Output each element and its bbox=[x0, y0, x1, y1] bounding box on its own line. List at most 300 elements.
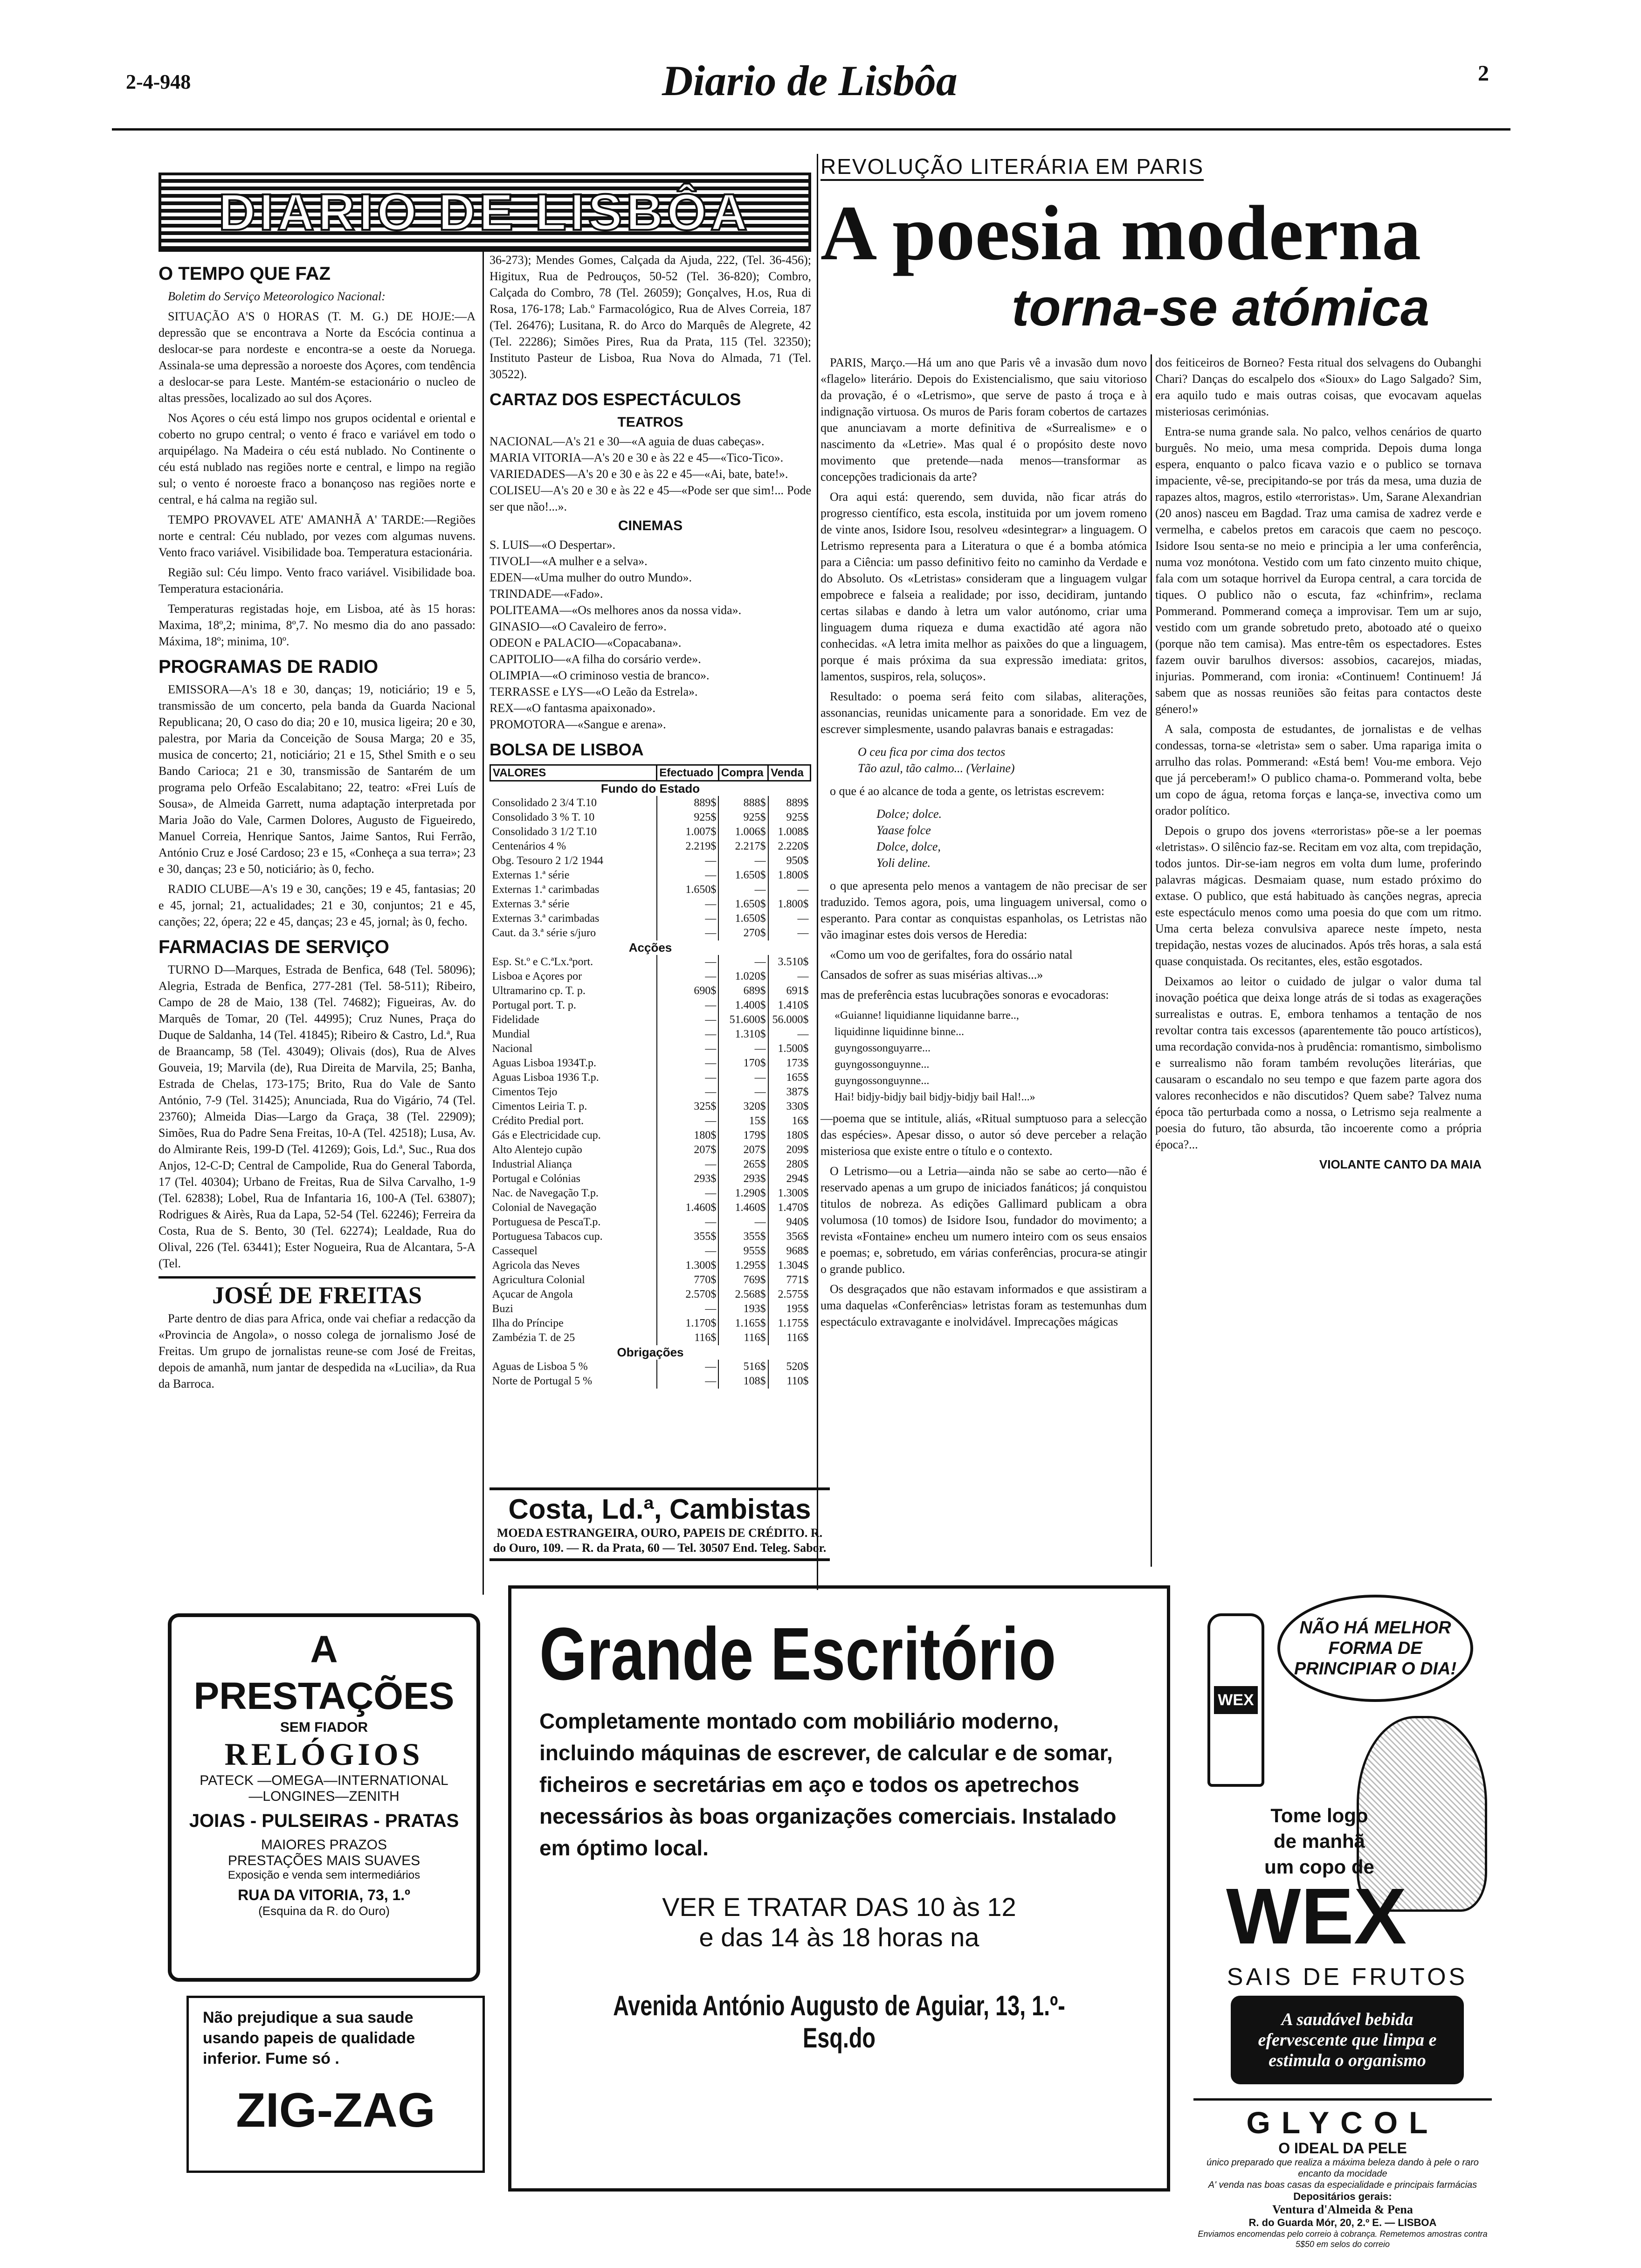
article-paragraph: «Como um voo de gerifaltes, fora do ossário natal bbox=[830, 948, 1073, 961]
bolsa-row bbox=[490, 1099, 811, 1114]
bolsa-row bbox=[490, 912, 811, 926]
bolsa-price: — bbox=[768, 1027, 811, 1042]
bolsa-row bbox=[490, 1331, 811, 1345]
bolsa-row bbox=[490, 1273, 811, 1287]
bolsa-price: 180$ bbox=[657, 1128, 719, 1143]
article-paragraph: Entra-se numa grande sala. No palco, velhos cenários de quarto burguês. No meio, uma mesa comprida. Depois duma longa espera, enquanto o palco ficava vazio e o publico se tornava impaciente, vê-se, precipitando-se por trás da mesa, uma duzia de rapazes altos, magros, estilo «terroristas». Um, Sarane Alexandrian (20 anos) nasceu em Bagdad. Traz uma camisa de xadrez verde e vermelha, e cabelos pretos em caracois que caem no pescoço. Isidore Isou senta-se no meio e principia a ler uma conferência, numa voz monótona. Vestido com um fato cinzento muito chique, fala com um sotaque horrivel da Europa central, a cara torcida de tiques. O publico não o escuta, faz «chinfrim», reclama Pommerand. Pommerand começa a improvisar. Tem um ar sujo, vestido com um grande sobretudo preto, abotoado até o queixo (porque não tem camisa). Mas entre-têm os espectadores. Estes fazem ouvir barulhos diversos: assobios, cacarejos, miadas, injurias. Pommerand, com ironia: «Continuem! Continuem! Já sabem que as nossas reuniões são feitas para contactos deste género!» bbox=[1155, 425, 1482, 716]
bolsa-price: — bbox=[718, 883, 768, 897]
bolsa-row bbox=[490, 1374, 811, 1389]
tempo-source: Boletim do Serviço Meteorologico Nacional: bbox=[168, 290, 386, 303]
cinema-item: S. LUIS—«O Despertar». bbox=[490, 538, 616, 552]
cinema-item: OLIMPIA—«O criminoso vestia de branco». bbox=[490, 669, 710, 682]
bolsa-security: Obg. Tesouro 2 1/2 1944 bbox=[492, 855, 604, 867]
glycol-depositarios: Depositários gerais: bbox=[1293, 2191, 1392, 2202]
bolsa-security: Mundial bbox=[492, 1028, 530, 1040]
prestacoes-fiador: SEM FIADOR bbox=[280, 1720, 368, 1735]
glycol-text: A' venda nas boas casas da especialidade e principais farmácias bbox=[1208, 2180, 1477, 2190]
bolsa-price: 950$ bbox=[768, 854, 811, 868]
bolsa-price: 330$ bbox=[768, 1099, 811, 1114]
bolsa-row bbox=[490, 1244, 811, 1258]
tempo-paragraph: Região sul: Céu limpo. Vento fraco variável. Visibilidade boa. Temperatura estacionária. bbox=[159, 566, 476, 595]
cinema-item: CAPITOLIO—«A filha do corsário verde». bbox=[490, 652, 701, 666]
bolsa-price: 888$ bbox=[718, 796, 768, 810]
bolsa-price: 2.570$ bbox=[657, 1287, 719, 1302]
bolsa-price: 116$ bbox=[768, 1331, 811, 1345]
bolsa-price: — bbox=[657, 868, 719, 883]
bolsa-price: 209$ bbox=[768, 1143, 811, 1157]
article-paragraph: Deixamos ao leitor o cuidado de julgar o valor duma tal inovação poética que deixa longe atrás de si todas as exagerações surrealistas e outras. E, embora tenhamos a tentação de nos revoltar contra tais excessos (aparentemente tão pouco artísticos), uma recordação convida-nos à prudência: romantismo, simbolismo e surrealismo não foram também revoluções literárias, que causaram o escandalo no seu tempo e que fazem parte agora dos valores reconhecidos e não discutidos? Quem sabe? Talvez numa época tão perturbada como a nossa, o Letrismo seja realmente a poesia do futuro, tão absurda, tão incoerente como a própria época?... bbox=[1155, 975, 1482, 1151]
bolsa-price: 193$ bbox=[718, 1302, 768, 1316]
escritorio-morada: Avenida António Augusto de Aguiar, 13, 1.º-Esq.do bbox=[613, 1990, 1065, 2054]
article-paragraph: dos feiticeiros de Borneo? Festa ritual dos selvagens do Oubanghi Chari? Danças do escalpelo dos «Sioux» do Lago Salgado? Sim, era aquilo tudo e mais outras coisas, que evocavam aquelas misteriosas cerimónias. bbox=[1155, 356, 1482, 418]
bolsa-security: Nac. de Navegação T.p. bbox=[492, 1187, 599, 1199]
bolsa-price: 1.500$ bbox=[768, 1042, 811, 1056]
cinema-item: ODEON e PALACIO—«Copacabana». bbox=[490, 636, 682, 650]
quote-line: Yaase folce bbox=[876, 823, 931, 837]
bolsa-price: 1.310$ bbox=[718, 1027, 768, 1042]
article-paragraph: o que é ao alcance de toda a gente, os letristas escrevem: bbox=[830, 784, 1105, 798]
bolsa-price: 1.460$ bbox=[657, 1201, 719, 1215]
bolsa-price: 2.220$ bbox=[768, 839, 811, 854]
bolsa-row bbox=[490, 1215, 811, 1230]
bolsa-security: Portuguesa de PescaT.p. bbox=[492, 1216, 601, 1228]
bolsa-security: Portuguesa Tabacos cup. bbox=[492, 1231, 603, 1243]
bolsa-price: 1.300$ bbox=[768, 1186, 811, 1201]
tempo-paragraph: Temperaturas registadas hoje, em Lisboa, até às 15 horas: Maxima, 18º,2; minima, 8º,7. No mesmo dia do ano passado: Máxima, 18º; minima, 10º. bbox=[159, 602, 476, 648]
glycol-brand: GLYCOL bbox=[1246, 2105, 1439, 2140]
quote-line: Dolce, dolce, bbox=[876, 840, 941, 853]
quote-line: Dolce; dolce. bbox=[876, 807, 942, 821]
bolsa-price: 1.650$ bbox=[718, 912, 768, 926]
quote-line: guyngossonguyarre... bbox=[834, 1042, 931, 1054]
bolsa-price: 2.575$ bbox=[768, 1287, 811, 1302]
bolsa-price: — bbox=[657, 1186, 719, 1201]
bolsa-price: — bbox=[657, 926, 719, 940]
bolsa-price: 1.410$ bbox=[768, 998, 811, 1013]
quote-line: Hai! bidjy-bidjy bail bidjy-bidjy bail Hal!...» bbox=[834, 1091, 1035, 1103]
prestacoes-joias: JOIAS - PULSEIRAS - PRATAS bbox=[189, 1811, 459, 1831]
bolsa-security: Colonial de Navegação bbox=[492, 1202, 597, 1214]
bolsa-price: 293$ bbox=[657, 1172, 719, 1186]
bolsa-price: 968$ bbox=[768, 1244, 811, 1258]
bolsa-price: — bbox=[657, 1374, 719, 1389]
zigzag-ad bbox=[186, 1996, 485, 2173]
bolsa-price: 1.304$ bbox=[768, 1258, 811, 1273]
bolsa-price: — bbox=[657, 1302, 719, 1316]
tempo-title: O TEMPO QUE FAZ bbox=[159, 263, 331, 284]
cinema-item: POLITEAMA—«Os melhores anos da nossa vida». bbox=[490, 603, 742, 617]
bolsa-price: — bbox=[768, 926, 811, 940]
bolsa-price: 207$ bbox=[657, 1143, 719, 1157]
column-rule bbox=[483, 252, 484, 1595]
bolsa-price: — bbox=[657, 1071, 719, 1085]
bolsa-row bbox=[490, 1287, 811, 1302]
escritorio-horas: e das 14 às 18 horas na bbox=[699, 1922, 979, 1952]
bolsa-group-name: Acções bbox=[628, 940, 672, 954]
prestacoes-title: A PRESTAÇÕES bbox=[193, 1628, 455, 1717]
bolsa-header-cell: Efectuado bbox=[657, 765, 719, 781]
bolsa-row bbox=[490, 1071, 811, 1085]
bolsa-price: 207$ bbox=[718, 1143, 768, 1157]
bolsa-price: 771$ bbox=[768, 1273, 811, 1287]
bolsa-price: 2.568$ bbox=[718, 1287, 768, 1302]
bolsa-price: 1.006$ bbox=[718, 825, 768, 839]
cinema-item: TIVOLI—«A mulher e a selva». bbox=[490, 554, 648, 568]
quote-line: liquidinne liquidinne binne... bbox=[834, 1026, 964, 1038]
bolsa-row bbox=[490, 1316, 811, 1331]
freitas-text: Parte dentro de dias para Africa, onde vai chefiar a redacção da «Provincia de Angola», o nosso colega de jornalismo José de Freitas. Um grupo de jornalistas reune-se com José de Freitas, depois de amanhã, num jantar de despedida na «Lucilia», da Rua da Barroca. bbox=[159, 1312, 476, 1390]
bolsa-price: 1.650$ bbox=[718, 897, 768, 912]
bolsa-price: 925$ bbox=[718, 810, 768, 825]
bolsa-price: — bbox=[657, 854, 719, 868]
glycol-ad bbox=[1193, 2098, 1492, 2249]
cambistas-title: Costa, Ld.ª, Cambistas bbox=[508, 1494, 811, 1525]
bolsa-price: 520$ bbox=[768, 1360, 811, 1374]
bolsa-price: 1.165$ bbox=[718, 1316, 768, 1331]
bolsa-price: — bbox=[768, 883, 811, 897]
bolsa-price: — bbox=[657, 1215, 719, 1230]
bolsa-price: 940$ bbox=[768, 1215, 811, 1230]
header-rule bbox=[112, 128, 1510, 131]
bolsa-security: Nacional bbox=[492, 1043, 533, 1055]
bolsa-price: 1.460$ bbox=[718, 1201, 768, 1215]
bolsa-price: 889$ bbox=[768, 796, 811, 810]
escritorio-ver: VER E TRATAR DAS 10 às 12 bbox=[662, 1892, 1016, 1922]
bolsa-price: — bbox=[718, 955, 768, 969]
farmacias-title: FARMACIAS DE SERVIÇO bbox=[159, 937, 389, 957]
bolsa-row bbox=[490, 1186, 811, 1201]
bolsa-row bbox=[490, 1230, 811, 1244]
bolsa-price: — bbox=[657, 955, 719, 969]
masthead: Diario de Lisbôa bbox=[662, 57, 958, 104]
bolsa-price: 1.008$ bbox=[768, 825, 811, 839]
bolsa-security: Cimentos Leiria T. p. bbox=[492, 1100, 587, 1113]
bolsa-price: — bbox=[657, 1027, 719, 1042]
bolsa-price: — bbox=[657, 998, 719, 1013]
tempo-paragraph: Nos Açores o céu está limpo nos grupos ocidental e oriental e coberto no grupo central; o vento é fraco e variável em todo o arquipélago. Na Madeira o céu está nublado. No Continente o céu está nublado nas regiões norte e central, e limpo na região sul; o vento é noroeste fraco a bonançoso nas regiões norte e central, e há calma na região sul. bbox=[159, 411, 476, 506]
wex-bubble-text: NÃO HÁ MELHOR FORMA DE PRINCIPIAR O DIA! bbox=[1294, 1618, 1457, 1679]
bolsa-row bbox=[490, 1013, 811, 1027]
bolsa-price: 1.650$ bbox=[718, 868, 768, 883]
bolsa-security: Zambézia T. de 25 bbox=[492, 1332, 575, 1344]
bolsa-price: — bbox=[657, 1157, 719, 1172]
bolsa-price: 1.800$ bbox=[768, 868, 811, 883]
bolsa-row bbox=[490, 825, 811, 839]
bolsa-security: Agricultura Colonial bbox=[492, 1274, 585, 1286]
cinema-item: TRINDADE—«Fado». bbox=[490, 587, 603, 601]
bolsa-security: Agricola das Neves bbox=[492, 1259, 580, 1272]
bolsa-price: — bbox=[768, 969, 811, 984]
bolsa-price: 110$ bbox=[768, 1374, 811, 1389]
glycol-text: único preparado que realiza a máxima beleza dando à pele o raro encanto da mocidade bbox=[1207, 2157, 1479, 2179]
article-paragraph: Depois o grupo dos jovens «terroristas» põe-se a ler poemas «letristas». O silêncio faz-se. Recitam em voz alta, com trepidação, todos juntos. Dir-se-iam negros em volta dum lume, proferindo palavras mágicas. Desmaiam quase, num estado próximo do extase. O publico, que está habituado às canções negras, aprecia este espectáculo menos como uma poesia do que com um ritmo. Uma certa beleza convulsiva aparece neste ímpeto, nesta trepidação, nestas vozes de alucinados. Após três horas, a sala está quase conquistada. Os recitantes, eles, estão esgotados. bbox=[1155, 824, 1482, 968]
article-byline: VIOLANTE CANTO DA MAIA bbox=[1319, 1157, 1482, 1171]
bolsa-price: 195$ bbox=[768, 1302, 811, 1316]
bolsa-security: Alto Alentejo cupão bbox=[492, 1144, 582, 1156]
bolsa-price: 2.219$ bbox=[657, 839, 719, 854]
bolsa-price: 51.600$ bbox=[718, 1013, 768, 1027]
cartaz-title: CARTAZ DOS ESPECTÁCULOS bbox=[490, 390, 741, 409]
bolsa-price: — bbox=[718, 1071, 768, 1085]
column-rule bbox=[817, 154, 818, 1590]
teatro-item: NACIONAL—A's 21 e 30—«A aguia de duas cabeças». bbox=[490, 435, 765, 448]
bolsa-price: 689$ bbox=[718, 984, 768, 998]
bolsa-security: Aguas Lisboa 1934T.p. bbox=[492, 1057, 597, 1069]
escritorio-text: Completamente montado com mobiliário moderno, incluindo máquinas de escrever, de calcular e de somar, ficheiros e secretárias em aço e todos os apetrechos necessários às boas organizações comerciais. Instalado em óptimo local. bbox=[539, 1709, 1117, 1860]
quote-line: guyngossonguynne... bbox=[834, 1058, 930, 1071]
prestacoes-suaves: PRESTAÇÕES MAIS SUAVES bbox=[228, 1853, 421, 1868]
bolsa-security: Lisboa e Açores por bbox=[492, 970, 582, 982]
bolsa-price: — bbox=[657, 1085, 719, 1099]
cambistas-text: MOEDA ESTRANGEIRA, OURO, PAPEIS DE CRÉDITO. R. do Ouro, 109. — R. da Prata, 60 — Tel. 30507 End. Teleg. Sabor. bbox=[493, 1526, 827, 1555]
prestacoes-morada: RUA DA VITORIA, 73, 1.º bbox=[238, 1887, 410, 1903]
escritorio-title: Grande Escritório bbox=[539, 1612, 1056, 1695]
bolsa-price: 356$ bbox=[768, 1230, 811, 1244]
bolsa-price: — bbox=[657, 969, 719, 984]
farmacias-continuation: 36-273); Mendes Gomes, Calçada da Ajuda, 222, (Tel. 36-456); Higitux, Rua de Pedrouços, 50-52 (Tel. 36-820); Combro, Calçada do Combro, 78 (Tel. 26059); Gonçalves, H.os, Rua di Rosa, 176-178; Lab.º Farmacológico, Rua de Alves Correia, 187 (Tel. 26476); Lusitana, R. do Arco do Marquês de Alegrete, 42 (Tel. 22286); Simões Pires, Rua da Prata, 115 (Tel. 32350); Instituto Pasteur de Lisboa, Rua Nova do Almada, 71 (Tel. 30522). bbox=[490, 253, 811, 381]
zigzag-brand: ZIG-ZAG bbox=[236, 2083, 435, 2137]
bolsa-header-cell: Venda bbox=[768, 765, 811, 781]
bolsa-row bbox=[490, 796, 811, 810]
bolsa-security: Centenários 4 % bbox=[492, 840, 566, 852]
bolsa-row bbox=[490, 1172, 811, 1186]
teatro-item: MARIA VITORIA—A's 20 e 30 e às 22 e 45—«Tico-Tico». bbox=[490, 451, 784, 464]
bolsa-price: 1.650$ bbox=[657, 883, 719, 897]
diario-logo bbox=[159, 173, 811, 252]
bolsa-price: 925$ bbox=[768, 810, 811, 825]
bolsa-security: Buzi bbox=[492, 1303, 513, 1315]
bolsa-row bbox=[490, 1042, 811, 1056]
bolsa-price: 1.007$ bbox=[657, 825, 719, 839]
prestacoes-esquina: (Esquina da R. do Ouro) bbox=[258, 1904, 390, 1918]
glycol-morada: R. do Guarda Mór, 20, 2.º E. — LISBOA bbox=[1248, 2217, 1437, 2228]
bolsa-title: BOLSA DE LISBOA bbox=[490, 740, 644, 759]
bolsa-price: 770$ bbox=[657, 1273, 719, 1287]
bolsa-price: 108$ bbox=[718, 1374, 768, 1389]
bolsa-price: — bbox=[718, 1042, 768, 1056]
bolsa-price: — bbox=[657, 1056, 719, 1071]
prestacoes-marcas: PATECK —OMEGA—INTERNATIONAL bbox=[200, 1773, 448, 1788]
bolsa-price: 325$ bbox=[657, 1099, 719, 1114]
bolsa-group-row bbox=[490, 940, 811, 955]
bolsa-price: 1.295$ bbox=[718, 1258, 768, 1273]
article-paragraph: O Letrismo—ou a Letria—ainda não se sabe ao certo—não é reservado apenas a um grupo de iniciados fanáticos; já conquistou titulos de nobreza. As edições Gallimard publicam a obra volumosa (10 tomos) de Isidore Isou, fundador do movimento; a revista «Fontaine» encheu um numero inteiro com os seus ensaios e poemas; e, sobretudo, em várias conferências, procura-se atingir o grande publico. bbox=[820, 1164, 1147, 1276]
bolsa-security: Gás e Electricidade cup. bbox=[492, 1129, 601, 1141]
wex-bottle-label: WEX bbox=[1214, 1686, 1258, 1714]
bolsa-security: Ultramarino cp. T. p. bbox=[492, 985, 586, 997]
bolsa-security: Industrial Aliança bbox=[492, 1158, 572, 1170]
radio-title: PROGRAMAS DE RADIO bbox=[159, 657, 379, 677]
left-column bbox=[159, 256, 476, 1396]
cinema-item: PROMOTORA—«Sangue e arena». bbox=[490, 718, 666, 731]
bolsa-price: 173$ bbox=[768, 1056, 811, 1071]
bolsa-security: Consolidado 2 3/4 T.10 bbox=[492, 797, 597, 809]
bolsa-row bbox=[490, 955, 811, 969]
bolsa-price: 280$ bbox=[768, 1157, 811, 1172]
bolsa-price: 265$ bbox=[718, 1157, 768, 1172]
wex-slogan bbox=[1231, 1996, 1464, 2084]
bolsa-price: 15$ bbox=[718, 1114, 768, 1128]
middle-column bbox=[490, 252, 811, 1389]
bolsa-security: Ilha do Príncipe bbox=[492, 1317, 564, 1329]
bolsa-row bbox=[490, 839, 811, 854]
bolsa-price: 1.400$ bbox=[718, 998, 768, 1013]
bolsa-price: 170$ bbox=[718, 1056, 768, 1071]
wex-brand: WEX bbox=[1226, 1872, 1407, 1961]
bolsa-group-row bbox=[490, 1345, 811, 1360]
wex-tome: Tome logo bbox=[1270, 1805, 1368, 1826]
bolsa-price: 116$ bbox=[718, 1331, 768, 1345]
bolsa-row bbox=[490, 1360, 811, 1374]
tempo-paragraph: SITUAÇÃO A'S 0 HORAS (T. M. G.) DE HOJE:—A depressão que se encontrava a Norte da Escócia continua a deslocar-se para nordeste e encontra-se a oeste da Noruega. Assinala-se uma depressão a noroeste dos Açores, com tendência a deslocar-se para Leste. Mantém-se estacionário o nucleo de altas pressões, localizado ao sul dos Açores. bbox=[159, 310, 476, 405]
cambistas-ad bbox=[490, 1487, 830, 1561]
cinema-item: TERRASSE e LYS—«O Leão da Estrela». bbox=[490, 685, 698, 698]
prestacoes-relogios: RELÓGIOS bbox=[224, 1736, 424, 1772]
bolsa-price: 2.217$ bbox=[718, 839, 768, 854]
bolsa-price: — bbox=[768, 912, 811, 926]
bolsa-price: 179$ bbox=[718, 1128, 768, 1143]
wex-bottle-icon bbox=[1207, 1613, 1264, 1787]
bolsa-row bbox=[490, 1027, 811, 1042]
bolsa-row bbox=[490, 868, 811, 883]
cinema-item: REX—«O fantasma apaixonado». bbox=[490, 701, 655, 715]
bolsa-price: 1.020$ bbox=[718, 969, 768, 984]
bolsa-price: 1.175$ bbox=[768, 1316, 811, 1331]
wex-manha: de manhã bbox=[1273, 1830, 1365, 1852]
bolsa-price: 691$ bbox=[768, 984, 811, 998]
bolsa-security: Portugal e Colónias bbox=[492, 1173, 580, 1185]
bolsa-price: 925$ bbox=[657, 810, 719, 825]
bolsa-security: Portugal port. T. p. bbox=[492, 999, 576, 1011]
bolsa-price: 769$ bbox=[718, 1273, 768, 1287]
bolsa-security: Externas 1.ª série bbox=[492, 869, 570, 881]
bolsa-security: Externas 3.ª carimbadas bbox=[492, 913, 600, 925]
bolsa-price: — bbox=[657, 897, 719, 912]
bolsa-price: — bbox=[657, 1042, 719, 1056]
bolsa-price: 516$ bbox=[718, 1360, 768, 1374]
bolsa-price: 3.510$ bbox=[768, 955, 811, 969]
wex-sais: SAIS DE FRUTOS bbox=[1227, 1964, 1468, 1991]
cinemas-title: CINEMAS bbox=[618, 518, 683, 533]
freitas-title: JOSÉ DE FREITAS bbox=[212, 1282, 422, 1309]
radio-paragraph: RADIO CLUBE—A's 19 e 30, canções; 19 e 45, fantasias; 20 e 45, jornal; 21, actualidades; 21 e 30, conjuntos; 21 e 45, canções; 22, ópera; 22 e 45, danças; 23 e 45, jornal; às 0, fecho. bbox=[159, 882, 476, 928]
quote-line: «Guianne! liquidianne liquidanne barre.., bbox=[834, 1010, 1019, 1022]
wex-copo: um copo de bbox=[1264, 1856, 1374, 1878]
bolsa-price: — bbox=[657, 1360, 719, 1374]
article-paragraph: o que apresenta pelo menos a vantagem de não precisar de ser traduzido. Temos agora, pois, uma linguagem universal, como o esperanto. Para contar as conquistas espanholas, os Letristas não vão imaginar estes dois versos de Heredia: bbox=[820, 879, 1147, 941]
bolsa-row bbox=[490, 1056, 811, 1071]
quote-line: Tão azul, tão calmo... (Verlaine) bbox=[858, 761, 1015, 775]
bolsa-security: Aguas Lisboa 1936 T.p. bbox=[492, 1072, 599, 1084]
diario-logo-text: DIARIO DE LISBÔA bbox=[218, 183, 752, 241]
bolsa-group-name: Fundo do Estado bbox=[600, 781, 700, 795]
prestacoes-ad bbox=[168, 1613, 480, 1982]
cinema-item: EDEN—«Uma mulher do outro Mundo». bbox=[490, 571, 692, 584]
bolsa-security: Norte de Portugal 5 % bbox=[492, 1375, 593, 1387]
bolsa-price: — bbox=[718, 1085, 768, 1099]
farmacias-text: TURNO D—Marques, Estrada de Benfica, 648 (Tel. 58096); Alegria, Estrada de Benfica, 277-281 (Tel. 58-511); Ribeiro, Campo de 28 de Maio, 138 (Tel. 74682); Figueiras, Av. do Marquês de Tomar, 20 (Tel. 44995); Cruz Nunes, Praça do Duque de Saldanha, 14 (Tel. 41845); Ribeiro & Castro, Ld.ª, Rua de Braancamp, 58 (Tel. 43049); Olivais (dos), Rua de Alves Gouveia, 19; Marvila (de), Rua Direita de Marvila, 25; Banha, Estrada de Chelas, 173-175; Brito, Rua do Vale de Santo António, 7-9 (Tel. 31425); Anunciada, Rua do Vigário, 74 (Tel. 23760); Almeida Dias—Largo da Graça, 38 (Tel. 22909); Simões, Rua do Padre Sena Freitas, 10-A (Tel. 42518); Lusa, Av. do Almirante Reis, 199-D (Tel. 41269); Gois, Ld.ª, Suc., Rua dos Anjos, 12-C-D; Central de Campolide, Rua do General Taborda, 17 (Tel. 40304); Urbano de Freitas, Rua de Silva Carvalho, 1-9 (Tel. 62838); Lobel, Rua de Infantaria 16, 100-A (Tel. 63807); Rodrigues & Airès, Rua da Lapa, 52-54 (Tel. 62246); Ferreira da Costa, Rua de S. Bento, 30 (Tel. 62274); Lealdade, Rua do Olival, 226 (Tel. 63441); Ester Nogueira, Rua de Alcantara, 5-A (Tel. bbox=[159, 963, 476, 1270]
bolsa-price: 294$ bbox=[768, 1172, 811, 1186]
teatros-title: TEATROS bbox=[617, 415, 683, 430]
wex-speech-bubble bbox=[1277, 1595, 1473, 1702]
bolsa-price: — bbox=[718, 1215, 768, 1230]
article-subheadline: torna-se atómica bbox=[1012, 278, 1430, 337]
bolsa-price: — bbox=[718, 854, 768, 868]
bolsa-row bbox=[490, 897, 811, 912]
bolsa-group-name: Obrigações bbox=[617, 1345, 684, 1359]
bolsa-header-cell: Compra bbox=[718, 765, 768, 781]
bolsa-price: 165$ bbox=[768, 1071, 811, 1085]
quote-line: Yoli deline. bbox=[876, 856, 931, 870]
quote-line: O ceu fica por cima dos tectos bbox=[858, 745, 1006, 759]
bolsa-row bbox=[490, 1302, 811, 1316]
article-paragraph: mas de preferência estas lucubrações sonoras e evocadoras: bbox=[820, 988, 1109, 1002]
bolsa-security: Açucar de Angola bbox=[492, 1288, 573, 1300]
bolsa-security: Consolidado 3 % T. 10 bbox=[492, 811, 595, 823]
bolsa-row bbox=[490, 926, 811, 940]
article-paragraph: Cansados de sofrer as suas misérias altivas...» bbox=[820, 968, 1043, 982]
bolsa-security: Cassequel bbox=[492, 1245, 538, 1257]
bolsa-row bbox=[490, 1157, 811, 1172]
bolsa-header-cell: VALORES bbox=[490, 765, 657, 781]
prestacoes-exposicao: Exposição e venda sem intermediários bbox=[228, 1869, 421, 1881]
bolsa-price: 1.800$ bbox=[768, 897, 811, 912]
column-rule bbox=[1151, 354, 1152, 1567]
bolsa-row bbox=[490, 1085, 811, 1099]
glycol-empresa: Ventura d'Almeida & Pena bbox=[1272, 2203, 1413, 2216]
bolsa-price: 1.290$ bbox=[718, 1186, 768, 1201]
bolsa-security: Aguas de Lisboa 5 % bbox=[492, 1361, 588, 1373]
radio-paragraph: EMISSORA—A's 18 e 30, danças; 19, noticiário; 19 e 5, transmissão de um concerto, pela banda da Guarda Nacional Republicana; 20, O caso do dia; 20 e 10, musica ligeira; 20 e 30, palestra, por Maria da Conceição de Sousa Marga; 20 e 35, musica de concerto; 21, noticiário; 21 e 15, Sthel Smith e o seu Bando Carioca; 21 e 30, transmissão de Santarém de um programa pelo Orfeão Escalabitano; 22, teatro: «Frei Luís de Sousa», de Almeida Garrett, numa adaptação interpretada por Maria João do Vale, Carmen Dolores, Augusto de Figueiredo, Manuel Correia, Henrique Santos, Jaime Santos, Rui Ferrão, António Cruz e José Cardoso; 23 e 15, «Conheça a sua terra»; 23 e 30, danças; 23 e 50, noticiário; às 0, fecho. bbox=[159, 683, 476, 876]
page-number: 2 bbox=[1478, 61, 1489, 86]
article-paragraph: Resultado: o poema será feito com silabas, aliterações, assonancias, reunidas unicamente para a sonoridade. Em vez de escrever simplesmente, usando palavras banais e estragadas: bbox=[820, 690, 1147, 736]
bolsa-price: 690$ bbox=[657, 984, 719, 998]
bolsa-price: — bbox=[657, 1013, 719, 1027]
bolsa-row bbox=[490, 1143, 811, 1157]
bolsa-security: Caut. da 3.ª série s/juro bbox=[492, 927, 596, 939]
teatro-item: VARIEDADES—A's 20 e 30 e às 22 e 45—«Ai, bate, bate!». bbox=[490, 467, 788, 481]
article-paragraph: —poema que se intitule, aliás, «Ritual sumptuoso para a selecção das espécies». Apesar disso, o autor só deve perceber a relação misteriosa que existe entre o título e o contexto. bbox=[820, 1112, 1147, 1158]
bolsa-security: Esp. St.º e C.ªLx.ªport. bbox=[492, 956, 593, 968]
prestacoes-prazos: MAIORES PRAZOS bbox=[261, 1837, 387, 1853]
bolsa-price: — bbox=[657, 912, 719, 926]
bolsa-group-row bbox=[490, 781, 811, 796]
article-col-1 bbox=[820, 354, 1147, 1334]
glycol-sub: O IDEAL DA PELE bbox=[1278, 2140, 1407, 2157]
zigzag-text: Não prejudique a sua saude usando papeis de qualidade inferior. Fume só . bbox=[203, 2009, 415, 2067]
bolsa-price: 16$ bbox=[768, 1114, 811, 1128]
article-paragraph: Ora aqui está: querendo, sem duvida, não ficar atrás do progresso científico, esta escola, instituida por um jovem romeno de vinte anos, Isidore Isou, resolveu «desintegrar» a linguagem. O Letrismo representa para a Literatura o que é a bomba atómica para a Ciência: um passo definitivo feito no caminho da Verdade e do Absoluto. Os «Letristas» consideram que a linguagem vulgar empobrece e falseia a realidade; por isso, decidiram, juntando certas silabas e dando à letra um valor autónomo, criar uma linguagem duma riqueza e duma exactidão até agora não conhecidas. «A letra imita melhor as paixões do que a linguagem, porque é mais próxima da sua expressão imediata: gritos, lamentos, suspiros, rela, soluços». bbox=[820, 490, 1147, 683]
bolsa-price: 355$ bbox=[718, 1230, 768, 1244]
quote-line: guyngossonguynne... bbox=[834, 1075, 930, 1087]
bolsa-price: 387$ bbox=[768, 1085, 811, 1099]
article-col-2 bbox=[1155, 354, 1482, 1173]
wex-ad bbox=[1203, 1585, 1492, 2089]
prestacoes-marcas: —LONGINES—ZENITH bbox=[248, 1789, 400, 1804]
bolsa-price: 116$ bbox=[657, 1331, 719, 1345]
bolsa-row bbox=[490, 1258, 811, 1273]
bolsa-price: 1.300$ bbox=[657, 1258, 719, 1273]
tempo-paragraph: TEMPO PROVAVEL ATE' AMANHÃ A' TARDE:—Regiões norte e central: Céu nublado, por vezes com algumas nuvens. Vento fraco variável. Visibilidade boa. Temperatura estacionária. bbox=[159, 513, 476, 559]
bolsa-price: 56.000$ bbox=[768, 1013, 811, 1027]
page-date: 2-4-948 bbox=[126, 70, 191, 93]
bolsa-security: Externas 1.ª carimbadas bbox=[492, 884, 600, 896]
article-paragraph: Os desgraçados que não estavam informados e que assistiram a uma daquelas «Conferências» letristas foram as testemunhas dum espectáculo extravagante e inolvidável. Imprecações mágicas bbox=[820, 1282, 1147, 1328]
bolsa-price: 180$ bbox=[768, 1128, 811, 1143]
bolsa-row bbox=[490, 1114, 811, 1128]
bolsa-security: Externas 3.ª série bbox=[492, 898, 570, 910]
teatro-item: COLISEU—A's 20 e 30 e às 22 e 45—«Pode ser que sim!... Pode ser que não!...». bbox=[490, 484, 811, 513]
